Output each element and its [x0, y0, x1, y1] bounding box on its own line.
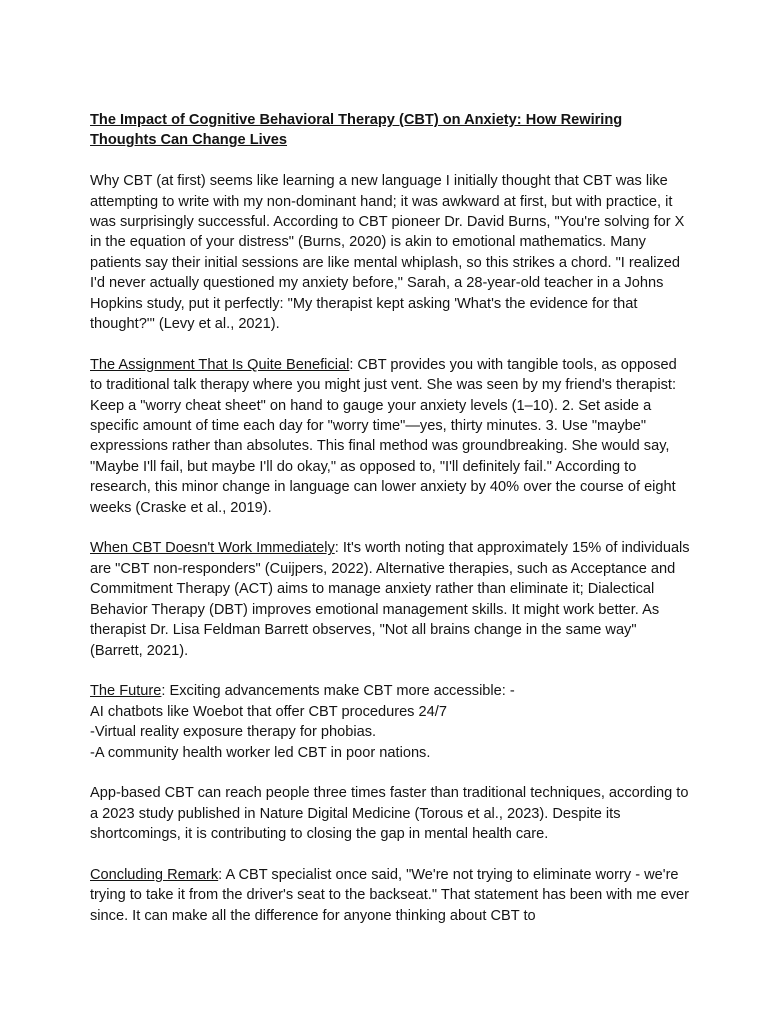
assignment-text: : CBT provides you with tangible tools, as opposed to traditional talk therapy where you might just vent. She was seen by my friend's therapist: Keep a "worry cheat sheet" on hand to gauge your anxiety levels (1–10). 2. Set aside a specific amount of time each day for "worry time"—yes, thirty minutes. 3. Use "maybe" expressions rather than absolutes. This final method was groundbreaking. She would say, "Maybe I'll fail, but maybe I'll do okay," as opposed to, "I'll definitely fail." According to research, this minor change in language can lower anxiety by 40% over the course of eight weeks (Craske et al., 2019). [90, 356, 677, 516]
intro-paragraph: Why CBT (at first) seems like learning a new language I initially thought that CBT was like attempting to write with my non-dominant hand; it was awkward at first, but with practice, it was surprisingly successful. According to CBT pioneer Dr. David Burns, "You're solving for X in the equation of your distress" (Burns, 2020) is akin to emotional mathematics. Many patients say their initial sessions are like mental whiplash, so this strikes a chord. "I realized I'd never actually questioned my anxiety before," Sarah, a 28-year-old teacher in a Johns Hopkins study, put it perfectly: "My therapist kept asking 'What's the evidence for that thought?'" (Levy et al., 2021). [90, 173, 685, 333]
concluding-heading: Concluding Remark [90, 866, 219, 883]
future-section [90, 681, 690, 763]
app-based-paragraph: App-based CBT can reach people three times faster than traditional techniques, according to a 2023 study published in Nature Digital Medicine (Torous et al., 2023). Despite its shortcomings, it is contributing to closing the gap in mental health care. [90, 785, 689, 843]
assignment-heading: The Assignment That Is Quite Beneficial [90, 356, 350, 373]
concluding-paragraph [90, 865, 690, 926]
not-work-heading: When CBT Doesn't Work Immediately [90, 540, 335, 557]
future-text: : Exciting advancements make CBT more accessible: - [161, 683, 515, 700]
not-work-paragraph [90, 538, 690, 660]
future-intro-line [90, 681, 690, 701]
concluding-text: : A CBT specialist once said, "We're not trying to eliminate worry - we're trying to take it from the driver's seat to the backseat." That statement has been with me ever since. It can make all the difference for anyone thinking about CBT to [90, 866, 690, 924]
assignment-paragraph [90, 355, 690, 518]
future-heading: The Future [90, 683, 162, 700]
document-title: The Impact of Cognitive Behavioral Therapy (CBT) on Anxiety: How Rewiring Thoughts Can Change Lives [90, 112, 623, 149]
not-work-text: : It's worth noting that approximately 15% of individuals are "CBT non-responders" (Cuijpers, 2022). Alternative therapies, such as Acceptance and Commitment Therapy (ACT) aims to manage anxiety rather than eliminate it; Dialectical Behavior Therapy (DBT) improves emotional management skills. It might work better. As therapist Dr. Lisa Feldman Barrett observes, "Not all brains change in the same way" (Barrett, 2021). [90, 540, 690, 659]
future-list-item: -A community health worker led CBT in poor nations. [90, 744, 431, 761]
document-page [90, 110, 690, 947]
future-list-item: -Virtual reality exposure therapy for phobias. [90, 724, 377, 741]
future-list-item: AI chatbots like Woebot that offer CBT procedures 24/7 [90, 703, 447, 720]
